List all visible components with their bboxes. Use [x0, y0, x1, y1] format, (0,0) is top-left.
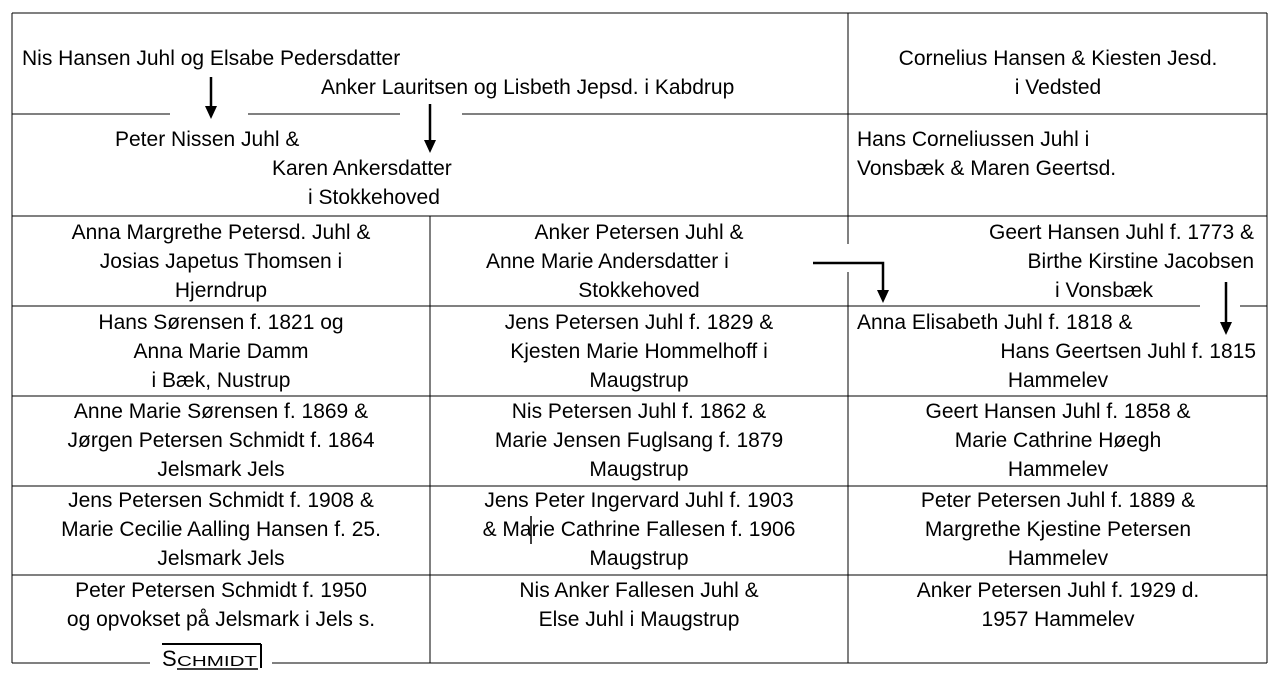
row5-col1-line1: Anne Marie Sørensen f. 1869 & — [73, 400, 369, 423]
arrowhead-icon — [877, 290, 889, 303]
row6-col1-line2: Marie Cecilie Aalling Hansen f. 25. — [61, 518, 381, 541]
row2-left-line2: Karen Ankersdatter — [272, 157, 452, 180]
row5-col2-line3: Maugstrup — [589, 458, 689, 481]
row3-col1-line2: Josias Japetus Thomsen i — [99, 250, 343, 273]
row6-col3-line3: Hammelev — [1007, 547, 1109, 570]
row7-col1-line1: Peter Petersen Schmidt f. 1950 — [75, 579, 367, 602]
row5-col1-line3: Jelsmark Jels — [157, 458, 285, 481]
row4-col2-line1: Jens Petersen Juhl f. 1829 & — [504, 311, 774, 334]
row6-col2-line1: Jens Peter Ingervard Juhl f. 1903 — [484, 489, 794, 512]
row3-col1-line3: Hjerndrup — [174, 279, 268, 302]
row7-col3-line1: Anker Petersen Juhl f. 1929 d. — [916, 579, 1200, 602]
row5-col1-line2: Jørgen Petersen Schmidt f. 1864 — [67, 429, 375, 452]
arrowhead-icon — [1220, 322, 1232, 335]
row4-col2-line3: Maugstrup — [589, 369, 689, 392]
schmidt-logo — [158, 642, 270, 676]
row5-col3-line1: Geert Hansen Juhl f. 1858 & — [925, 400, 1191, 423]
row1-right-line2: i Vedsted — [1014, 76, 1102, 99]
arrowhead-icon — [205, 106, 217, 119]
row5-col2-line1: Nis Petersen Juhl f. 1862 & — [511, 400, 767, 423]
row3-col2-line3: Stokkehoved — [578, 279, 700, 302]
row6-col1-line3: Jelsmark Jels — [157, 547, 285, 570]
row2-left-line1: Peter Nissen Juhl & — [115, 128, 300, 151]
row3-col2-line2: Anne Marie Andersdatter i — [486, 250, 729, 273]
row6-col2-line2: & Marie Cathrine Fallesen f. 1906 — [482, 518, 796, 541]
svg-text:CHMIDT: CHMIDT — [177, 653, 257, 670]
row6-col2-line3: Maugstrup — [589, 547, 689, 570]
row7-col2-line1: Nis Anker Fallesen Juhl & — [519, 579, 759, 602]
row4-col3-line1: Anna Elisabeth Juhl f. 1818 & — [857, 311, 1133, 334]
row1-left-line2: Anker Lauritsen og Lisbeth Jepsd. i Kabdrup — [321, 76, 735, 99]
svg-text:S: S — [162, 646, 177, 671]
arrowhead-icon — [424, 140, 436, 153]
row7-col1-line2: og opvokset på Jelsmark i Jels s. — [66, 608, 376, 631]
schmidt-logo-graphic — [158, 642, 270, 676]
row1-left-line1: Nis Hansen Juhl og Elsabe Pedersdatter — [22, 47, 401, 70]
row4-col1-line3: i Bæk, Nustrup — [151, 369, 291, 392]
row7-col2-line2: Else Juhl i Maugstrup — [538, 608, 740, 631]
row5-col2-line2: Marie Jensen Fuglsang f. 1879 — [494, 429, 784, 452]
row1-right-line1: Cornelius Hansen & Kiesten Jesd. — [898, 47, 1218, 70]
row3-col3-line3: i Vonsbæk — [1055, 279, 1154, 302]
row3-col1-line1: Anna Margrethe Petersd. Juhl & — [71, 221, 371, 244]
row2-right-line1: Hans Corneliussen Juhl i — [857, 128, 1090, 151]
row5-col3-line2: Marie Cathrine Høegh — [954, 429, 1162, 452]
row3-col3-line1: Geert Hansen Juhl f. 1773 & — [989, 221, 1254, 244]
row6-col3-line2: Margrethe Kjestine Petersen — [924, 518, 1192, 541]
row3-col2-line1: Anker Petersen Juhl & — [534, 221, 744, 244]
row6-col1-line1: Jens Petersen Schmidt f. 1908 & — [68, 489, 374, 512]
row4-col1-line2: Anna Marie Damm — [133, 340, 309, 363]
row4-col3-line3: Hammelev — [1007, 369, 1109, 392]
row7-col3-line2: 1957 Hammelev — [981, 608, 1135, 631]
row4-col2-line2: Kjesten Marie Hommelhoff i — [510, 340, 768, 363]
row4-col3-line2: Hans Geertsen Juhl f. 1815 — [1000, 340, 1256, 363]
row2-left-line3: i Stokkehoved — [308, 186, 440, 209]
row3-col3-line2: Birthe Kirstine Jacobsen — [1027, 250, 1254, 273]
row6-col3-line1: Peter Petersen Juhl f. 1889 & — [920, 489, 1196, 512]
row5-col3-line3: Hammelev — [1007, 458, 1109, 481]
row4-col1-line1: Hans Sørensen f. 1821 og — [98, 311, 344, 334]
row2-right-line2: Vonsbæk & Maren Geertsd. — [857, 157, 1117, 180]
